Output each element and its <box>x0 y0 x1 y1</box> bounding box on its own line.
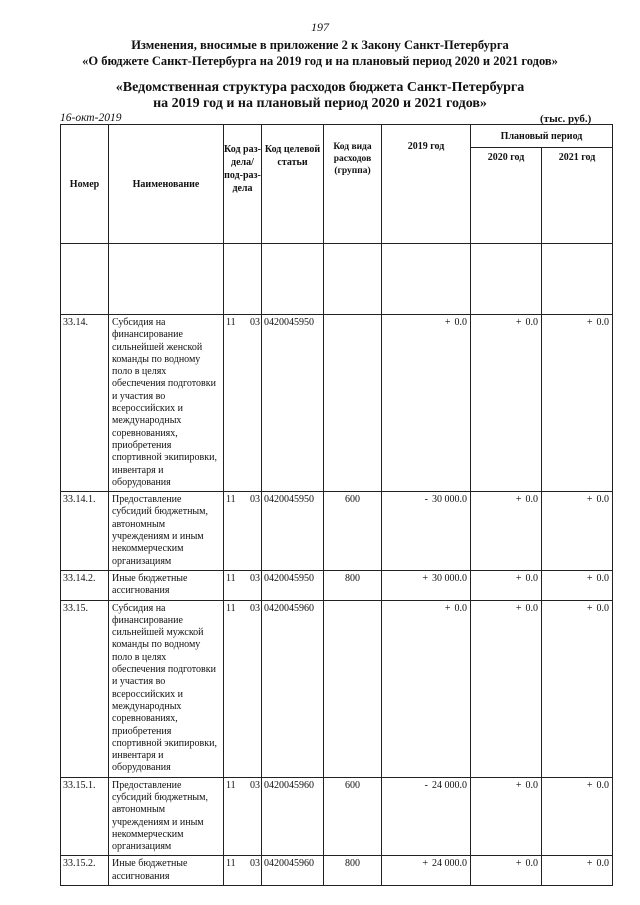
subtitle-line-2: на 2019 год и на плановый период 2020 и 2021 годов» <box>153 96 487 111</box>
sign-2021: + <box>586 858 593 870</box>
sign-2021: + <box>586 602 593 614</box>
amount-2021: 0.0 <box>596 572 610 584</box>
subsection-code: 03 <box>250 572 260 584</box>
amount-2021: 0.0 <box>596 858 610 870</box>
sign-2020: + <box>515 779 522 791</box>
amount-2021: 0.0 <box>596 779 610 791</box>
section-code: 11 <box>226 602 236 614</box>
sign-2021: + <box>586 494 593 506</box>
section-code: 11 <box>226 858 236 870</box>
header-planned-period: Плановый период <box>471 125 613 148</box>
header-target-code: Код целевой статьи <box>262 125 324 244</box>
subsection-code: 03 <box>250 858 260 870</box>
amount-2021: 0.0 <box>596 317 610 328</box>
amount-2020: 0.0 <box>525 858 538 870</box>
target-code: 0420045950 <box>264 317 314 328</box>
table-row <box>61 570 613 600</box>
row-number: 33.14.2. <box>63 572 96 584</box>
header-2019: 2019 год <box>382 125 471 244</box>
section-code: 11 <box>226 317 236 328</box>
row-name: Иные бюджетные ассигнования <box>112 572 188 597</box>
sign-2020: + <box>515 572 522 584</box>
row-name: Субсидия на финансирование сильнейшей женской команды по водному поло в целях обеспечения подготовки и участия во всероссийских и международных соревнованиях, приобретения спортивной экипировки, инвентаря и оборудования <box>112 317 217 488</box>
sign-2020: + <box>515 494 522 506</box>
budget-table <box>60 124 613 886</box>
header-number: Номер <box>61 125 109 244</box>
amount-2020: 0.0 <box>525 572 538 584</box>
subsection-code: 03 <box>250 779 260 791</box>
amount-2020: 0.0 <box>525 317 538 328</box>
amount-2020: 0.0 <box>525 602 538 614</box>
header-2020: 2020 год <box>471 148 542 244</box>
amount-2020: 0.0 <box>525 494 538 506</box>
amount-2019: 24 000.0 <box>432 858 467 870</box>
amount-2021: 0.0 <box>596 494 610 506</box>
table-row <box>61 315 613 492</box>
sign-2019: + <box>422 572 428 584</box>
expense-type-code: 600 <box>345 779 360 791</box>
units-label: (тыс. руб.) <box>540 113 592 125</box>
sign-2019: + <box>422 858 428 870</box>
table-row <box>61 600 613 777</box>
target-code: 0420045950 <box>264 494 314 506</box>
row-name: Субсидия на финансирование сильнейшей мужской команды по водному поло в целях обеспечения подготовки и участия во всероссийских и международных соревнованиях, приобретения спортивной экипировки, инвентаря и оборудования <box>112 602 217 774</box>
table-row <box>61 492 613 571</box>
row-name: Иные бюджетные ассигнования <box>112 858 188 882</box>
sign-2019: + <box>444 602 451 614</box>
subsection-code: 03 <box>250 317 260 328</box>
table-row <box>61 777 613 856</box>
target-code: 0420045960 <box>264 858 314 870</box>
sign-2020: + <box>515 858 522 870</box>
row-number: 33.15.1. <box>63 779 96 791</box>
sign-2019: - <box>424 779 428 791</box>
header-spacer-row <box>61 244 613 315</box>
row-number: 33.15. <box>63 602 88 614</box>
title-line-2: «О бюджете Санкт-Петербурга на 2019 год и на плановый период 2020 и 2021 годов» <box>82 54 558 68</box>
header-2021: 2021 год <box>542 148 613 244</box>
row-name: Предоставление субсидий бюджетным, автономным учреждениям и иным некоммерческим организациям <box>112 779 208 853</box>
target-code: 0420045960 <box>264 779 314 791</box>
row-number: 33.15.2. <box>63 858 96 870</box>
page-number: 197 <box>311 20 329 34</box>
expense-type-code: 800 <box>345 858 360 870</box>
header-section-code: Код раз-дела/ под-раз-дела <box>224 125 262 244</box>
row-number: 33.14. <box>63 317 88 328</box>
expense-type-code: 600 <box>345 494 360 506</box>
document-date: 16-окт-2019 <box>60 112 122 124</box>
expense-type-code: 800 <box>345 572 360 584</box>
sign-2021: + <box>586 317 593 328</box>
amount-2019: 0.0 <box>454 317 467 328</box>
amount-2019: 0.0 <box>454 602 467 614</box>
title-line-1: Изменения, вносимые в приложение 2 к Закону Санкт-Петербурга <box>131 38 509 52</box>
sign-2020: + <box>515 317 522 328</box>
target-code: 0420045950 <box>264 572 314 584</box>
row-number: 33.14.1. <box>63 494 96 506</box>
section-code: 11 <box>226 494 236 506</box>
subsection-code: 03 <box>250 494 260 506</box>
subtitle-line-1: «Ведомственная структура расходов бюджета Санкт-Петербурга <box>115 80 525 95</box>
target-code: 0420045960 <box>264 602 314 614</box>
amount-2020: 0.0 <box>525 779 538 791</box>
amount-2019: 30 000.0 <box>432 572 467 584</box>
header-name: Наименование <box>109 125 224 244</box>
amount-2019: 24 000.0 <box>432 779 467 791</box>
sign-2020: + <box>515 602 522 614</box>
sign-2019: + <box>444 317 451 328</box>
amount-2021: 0.0 <box>596 602 610 614</box>
sign-2021: + <box>586 572 593 584</box>
row-name: Предоставление субсидий бюджетным, автономным учреждениям и иным некоммерческим организациям <box>112 494 208 567</box>
section-code: 11 <box>226 572 236 584</box>
sign-2021: + <box>586 779 593 791</box>
amount-2019: 30 000.0 <box>432 494 467 506</box>
header-expense-type: Код вида расходов (группа) <box>324 125 382 244</box>
subsection-code: 03 <box>250 602 260 614</box>
sign-2019: - <box>424 494 428 506</box>
table-row <box>61 856 613 886</box>
section-code: 11 <box>226 779 236 791</box>
